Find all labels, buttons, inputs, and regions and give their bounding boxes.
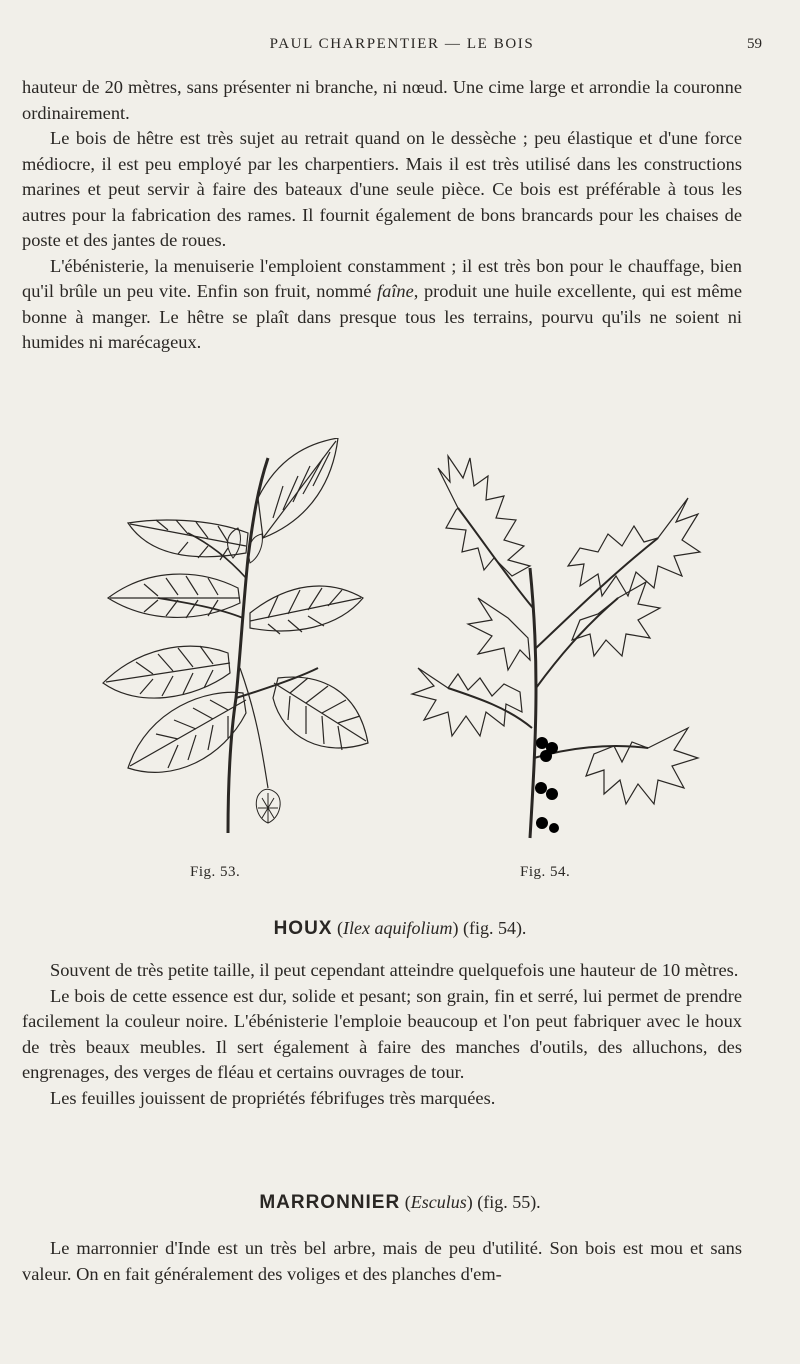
running-header <box>22 36 762 58</box>
paragraph-marronnier: Le marronnier d'Inde est un très bel arbre, mais de peu d'utilité. Son bois est mou et sans valeur. On en fait généralement des voliges et des planches d'em- <box>22 1238 742 1284</box>
paren-close: ) <box>466 1192 473 1212</box>
section-heading-houx <box>0 918 800 940</box>
paragraph-beech-uses <box>22 254 742 356</box>
running-title: PAUL CHARPENTIER — LE BOIS <box>269 36 535 52</box>
intro-text-block <box>22 75 742 356</box>
section-heading-marronnier <box>0 1192 800 1214</box>
paragraph-houx-leaves: Les feuilles jouissent de propriétés fébrifuges très marquées. <box>50 1087 496 1108</box>
paragraph-houx-size: Souvent de très petite taille, il peut cependant atteindre quelquefois une hauteur de 10 mètres. <box>50 960 739 980</box>
latin-name: Esculus <box>410 1192 467 1212</box>
paren-open: ( <box>404 1192 411 1212</box>
paragraph-houx-wood: Le bois de cette essence est dur, solide et pesant; son grain, fin et serré, lui permet de prendre facilement la couleur noire. L'ébénisterie l'emploie beaucoup et l'on peut fabriquer avec le houx de très beaux meubles. Il sert également à faire des manches d'outils, des alluchons, des engrenages, des verges de fléau et certains ouvrages de tour. <box>22 985 742 1082</box>
paragraph-beech-uses-part2: , produit une huile excellente, qui est même bonne à manger. Le hêtre se plaît dans presque tous les terrains, pourvu qu'ils ne soient ni humides ni marécageux. <box>22 281 742 352</box>
figure-53-caption: Fig. 53. <box>190 864 241 880</box>
figure-54-caption: Fig. 54. <box>520 864 571 880</box>
houx-text-block <box>22 958 742 1111</box>
holly-branch-illustration <box>408 448 708 843</box>
figure-reference: (fig. 55). <box>477 1192 541 1212</box>
figures-area <box>60 438 740 878</box>
beech-branch-illustration <box>78 438 378 838</box>
figure-reference: (fig. 54). <box>462 918 527 938</box>
paragraph-continuation: hauteur de 20 mètres, sans présenter ni branche, ni nœud. Une cime large et arrondie la couronne ordinairement. <box>22 77 742 123</box>
paragraph-beech-wood: Le bois de hêtre est très sujet au retrait quand on le dessèche ; peu élastique et d'une force médiocre, il est peu employé par les charpentiers. Mais il est très utilisé dans les constructions marines et peut servir à faire des bateaux d'une seule pièce. Ce bois est préférable à tous les autres pour la fabrication des rames. Il fournit également de bons brancards pour les chaises de poste et des jantes de roues. <box>22 128 742 250</box>
paragraph-beech-uses-part1: L'ébénisterie, la menuiserie l'emploient constamment ; il est très bon pour le chauffage, bien qu'il brûle un peu vite. Enfin son fruit, nommé <box>22 255 742 301</box>
paren-close: ) <box>452 918 459 938</box>
marronnier-text-block <box>22 1236 742 1287</box>
section-name: MARRONNIER <box>259 1192 401 1213</box>
latin-name: Ilex aquifolium <box>342 918 453 938</box>
page-number: 59 <box>747 36 762 52</box>
paren-open: ( <box>336 918 343 938</box>
section-name: HOUX <box>273 918 333 939</box>
faine-term: faîne <box>377 281 414 301</box>
